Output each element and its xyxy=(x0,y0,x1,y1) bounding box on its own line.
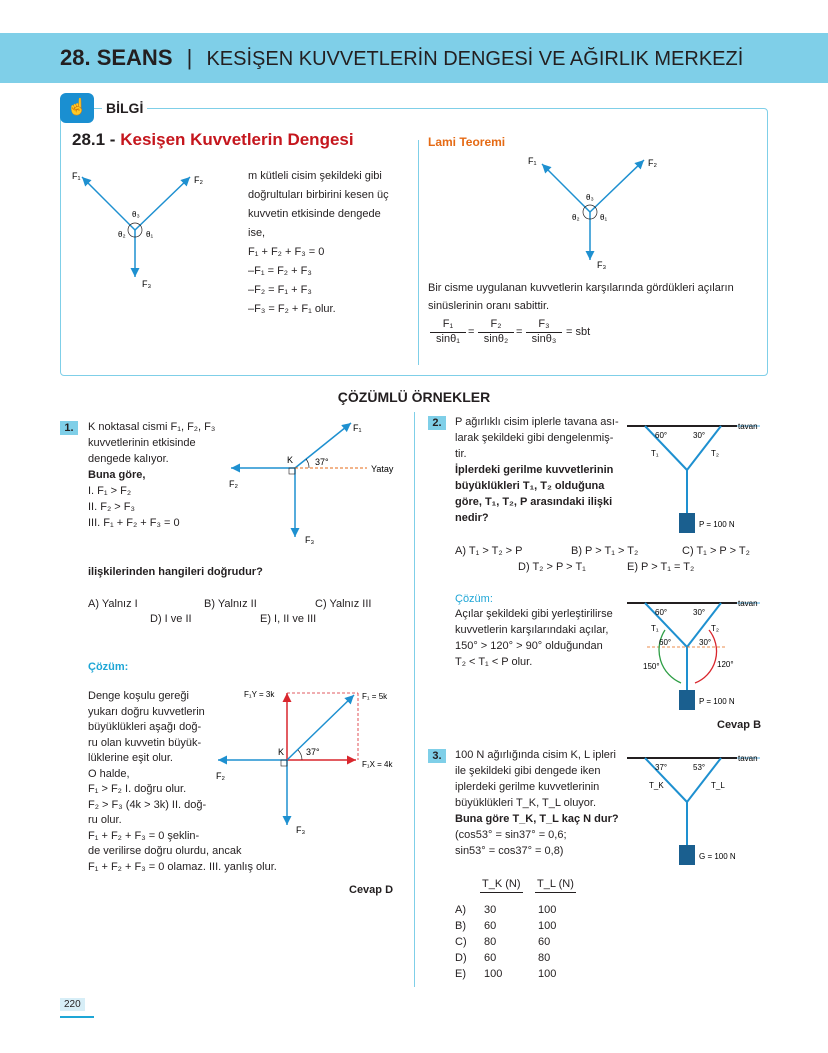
frac-num-2: F₂ xyxy=(490,318,502,330)
q2s-p: P = 100 N xyxy=(699,697,735,706)
q1-f1y: F₁Y = 3k xyxy=(244,690,275,699)
q3-text xyxy=(455,747,625,859)
q1-opt-d[interactable]: D) I ve II xyxy=(150,613,192,625)
row-tl: 100 xyxy=(538,920,557,932)
section-title xyxy=(72,130,354,150)
q1-item: II. F₂ > F₃ xyxy=(88,501,135,513)
row-tk: 80 xyxy=(484,936,497,948)
intro-line: kuvvetin etkisinde dengede xyxy=(248,208,381,220)
q2s-a4: 30° xyxy=(699,638,712,647)
page-number-line xyxy=(60,1016,94,1018)
lami-text-line: sinüslerinin oranı sabittir. xyxy=(428,300,550,312)
q2-solution-diagram xyxy=(625,595,770,717)
q2-t1: T₁ xyxy=(651,449,659,458)
intro-text xyxy=(248,167,408,319)
q1-solution-diagram xyxy=(212,685,402,835)
q3-col-tl: T_L (N) xyxy=(535,876,576,893)
q1-angle: 37° xyxy=(315,457,329,467)
eq-sign: = xyxy=(516,326,523,338)
row-tl: 60 xyxy=(538,936,551,948)
q1-line: dengede kalıyor. xyxy=(88,453,169,465)
q1-question: ilişkilerinden hangileri doğrudur? xyxy=(88,566,263,578)
q2-a2: 30° xyxy=(693,431,706,440)
q2s-b2: 120° xyxy=(717,660,734,669)
q3-hint: sin53° = cos37° = 0,8) xyxy=(455,845,564,857)
row-tl: 100 xyxy=(538,968,557,980)
eq-sign: = xyxy=(468,326,475,338)
q2-bold-line: nedir? xyxy=(455,512,489,524)
q1-f1x: F₁X = 4k xyxy=(362,760,393,769)
q2s-a2: 30° xyxy=(693,608,706,617)
q2-number: 2. xyxy=(428,416,446,430)
label-f3: F₃ xyxy=(142,279,152,289)
q2-bold-line: büyüklükleri T₁, T₂ olduğuna xyxy=(455,480,605,492)
q1-line: K noktasal cismi F₁, F₂, F₃ xyxy=(88,421,216,433)
q1-sol-line: F₂ > F₃ (4k > 3k) II. doğ- xyxy=(88,798,207,811)
label-theta2: θ₂ xyxy=(118,230,126,239)
q1-sol-f3: F₃ xyxy=(296,825,306,835)
q1-sol-line: F₁ + F₂ + F₃ = 0 olamaz. III. yanlış olur. xyxy=(88,860,277,873)
row-tl: 80 xyxy=(538,952,551,964)
q3-col-tk: T_K (N) xyxy=(480,876,523,893)
q2-answer: Cevap B xyxy=(717,719,762,731)
q1-diagram xyxy=(225,415,405,550)
q1-line: kuvvetlerinin etkisinde xyxy=(88,437,196,449)
q2-opt-b[interactable]: B) P > T₁ > T₂ xyxy=(571,545,639,557)
table-row[interactable] xyxy=(455,902,595,918)
q1-opt-e[interactable]: E) I, II ve III xyxy=(260,613,317,625)
row-tk: 30 xyxy=(484,904,497,916)
lami-theta1: θ₁ xyxy=(600,213,608,222)
info-divider xyxy=(418,140,419,365)
q2-sol-line: T₂ < T₁ < P olur. xyxy=(455,656,533,668)
q3-bold-line: Buna göre T_K, T_L kaç N dur? xyxy=(455,813,619,825)
q2-line: larak şekildeki gibi dengelenmiş- xyxy=(455,432,614,444)
q2-p: P = 100 N xyxy=(699,520,735,529)
q2s-a1: 60° xyxy=(655,608,668,617)
lami-theta2: θ₂ xyxy=(572,213,580,222)
lami-text-line: Bir cisme uygulanan kuvvetlerin karşılarında gördükleri açıların xyxy=(428,282,734,294)
section-name: Kesişen Kuvvetlerin Dengesi xyxy=(120,130,354,149)
q1-sol-k: K xyxy=(278,747,285,757)
q1-sol-line: lüklerine eşit olur. xyxy=(88,752,173,764)
q2-opt-a[interactable]: A) T₁ > T₂ > P xyxy=(455,545,523,557)
q2-solution xyxy=(455,606,625,670)
q2-tavan: tavan xyxy=(738,422,758,431)
q1-opt-a[interactable]: A) Yalnız I xyxy=(88,598,138,610)
q1-sol-line: O halde, xyxy=(88,767,130,780)
q2s-t1: T₁ xyxy=(651,624,659,633)
q1-sol-line: Denge koşulu gereği xyxy=(88,690,189,702)
q1-cozum-label: Çözüm: xyxy=(88,661,129,673)
row-tk: 100 xyxy=(484,968,503,980)
q2s-a3: 60° xyxy=(659,638,672,647)
lami-f1: F₁ xyxy=(528,156,537,166)
intro-line: m kütleli cisim şekildeki gibi xyxy=(248,170,382,182)
q1-sol-line: F₁ > F₂ I. doğru olur. xyxy=(88,783,187,795)
lami-formula xyxy=(430,318,630,354)
q1-f2: F₂ xyxy=(229,479,238,489)
q1-buna: Buna göre, xyxy=(88,469,146,481)
q3-diagram xyxy=(625,750,770,872)
session-label: 28. SEANS xyxy=(60,45,173,70)
label-theta3: θ₃ xyxy=(132,210,140,219)
label-f2: F₂ xyxy=(194,175,203,185)
q3-hint: (cos53° = sin37° = 0,6; xyxy=(455,829,567,841)
q2-a1: 60° xyxy=(655,431,668,440)
q3-tk: T_K xyxy=(649,781,664,790)
q3-line: 100 N ağırlığında cisim K, L ipleri xyxy=(455,749,616,761)
bilgi-label: BİLGİ xyxy=(102,100,147,116)
q1-k: K xyxy=(287,455,294,465)
q1-opt-c[interactable]: C) Yalnız III xyxy=(315,598,372,610)
q1-item: III. F₁ + F₂ + F₃ = 0 xyxy=(88,517,180,529)
frac-num-3: F₃ xyxy=(538,318,550,330)
q2-t2: T₂ xyxy=(711,449,719,458)
frac-den-1: sinθ₁ xyxy=(430,332,466,345)
q2-text xyxy=(455,414,620,526)
topic-title: KESİŞEN KUVVETLERİN DENGESİ VE AĞIRLIK MERKEZİ xyxy=(206,48,744,70)
label-f1: F₁ xyxy=(72,171,81,181)
q2-diagram xyxy=(625,418,770,540)
q1-sol-line: ru olan kuvvetin büyük- xyxy=(88,736,202,749)
q2s-tavan: tavan xyxy=(738,599,758,608)
q2-opt-c[interactable]: C) T₁ > P > T₂ xyxy=(682,545,750,557)
q1-sol-angle: 37° xyxy=(306,747,320,757)
intro-line: doğrultuları birbirini kesen üç xyxy=(248,189,389,201)
intro-line: ise, xyxy=(248,227,266,239)
q3-table xyxy=(455,876,595,982)
lami-title: Lami Teoremi xyxy=(428,135,506,149)
page-number: 220 xyxy=(60,998,85,1011)
lami-theta3: θ₃ xyxy=(586,193,594,202)
row-tk: 60 xyxy=(484,920,497,932)
table-row[interactable] xyxy=(455,950,595,966)
lami-f3: F₃ xyxy=(597,260,607,270)
q2-bold-line: göre, T₁, T₂, P arasındaki ilişki xyxy=(455,496,613,508)
q3-number: 3. xyxy=(428,749,446,763)
lami-diagram xyxy=(520,150,660,275)
row-option: D) xyxy=(455,952,467,964)
sbt: = sbt xyxy=(566,326,591,338)
q2-opt-d[interactable]: D) T₂ > P > T₁ xyxy=(518,561,586,573)
q3-a1: 37° xyxy=(655,763,668,772)
q1-f3: F₃ xyxy=(305,535,315,545)
q2-line: P ağırlıklı cisim iplerle tavana ası- xyxy=(455,416,619,428)
q2-opt-e[interactable]: E) P > T₁ = T₂ xyxy=(627,561,695,573)
examples-title: ÇÖZÜMLÜ ÖRNEKLER xyxy=(337,389,491,405)
q2-sol-line: kuvvetlerin karşılarındaki açılar, xyxy=(455,624,609,636)
q2-sol-line: Açılar şekildeki gibi yerleştirilirse xyxy=(455,608,613,620)
q1-sol-line: ru olur. xyxy=(88,814,122,826)
q3-line: büyüklükleri T_K, T_L oluyor. xyxy=(455,797,597,809)
table-row[interactable] xyxy=(455,918,595,934)
q3-a2: 53° xyxy=(693,763,706,772)
equation-3: –F₂ = F₁ + F₃ xyxy=(248,284,312,296)
q1-item: I. F₁ > F₂ xyxy=(88,485,132,497)
row-option: C) xyxy=(455,936,467,948)
q2-line: tir. xyxy=(455,448,467,460)
q1-sol-line: yukarı doğru kuvvetlerin xyxy=(88,705,205,718)
column-divider xyxy=(414,412,415,987)
equation-4: –F₃ = F₂ + F₁ olur. xyxy=(248,303,336,315)
q3-tavan: tavan xyxy=(738,754,758,763)
q3-g: G = 100 N xyxy=(699,852,736,861)
row-option: A) xyxy=(455,904,466,916)
frac-den-3: sinθ₃ xyxy=(526,332,562,345)
q1-answer: Cevap D xyxy=(349,884,394,896)
q3-tl: T_L xyxy=(711,781,725,790)
lami-f2: F₂ xyxy=(648,158,657,168)
q1-f1-5k: F₁ = 5k xyxy=(362,692,388,701)
q1-yatay: Yatay xyxy=(371,464,394,474)
table-row[interactable] xyxy=(455,966,595,982)
concurrent-forces-diagram xyxy=(70,165,210,295)
q2-sol-line: 150° > 120° > 90° olduğundan xyxy=(455,640,603,652)
q1-sol-line: de verilirse doğru olurdu, ancak xyxy=(88,845,242,857)
q1-opt-b[interactable]: B) Yalnız II xyxy=(204,598,257,610)
frac-num-1: F₁ xyxy=(442,318,454,330)
q2-cozum-label: Çözüm: xyxy=(455,593,493,605)
q3-line: iplerdeki gerilme kuvvetlerinin xyxy=(455,781,600,793)
section-number: 28.1 - xyxy=(72,130,116,149)
page-title xyxy=(60,45,743,71)
row-tl: 100 xyxy=(538,904,557,916)
row-option: B) xyxy=(455,920,466,932)
q1-sol-f2: F₂ xyxy=(216,771,225,781)
equation-2: –F₁ = F₂ + F₃ xyxy=(248,265,312,277)
label-theta1: θ₁ xyxy=(146,230,154,239)
q1-sol-line: F₁ + F₂ + F₃ = 0 şeklin- xyxy=(88,829,200,842)
bilgi-icon: ☝ xyxy=(60,93,94,123)
title-separator: | xyxy=(186,45,193,70)
q2s-t2: T₂ xyxy=(711,624,719,633)
lami-text xyxy=(428,279,758,315)
q3-table-header xyxy=(455,876,595,894)
equation-1: F₁ + F₂ + F₃ = 0 xyxy=(248,246,325,258)
row-tk: 60 xyxy=(484,952,497,964)
q1-number: 1. xyxy=(60,421,78,435)
q2-bold-line: İplerdeki gerilme kuvvetlerinin xyxy=(455,464,614,476)
q1-sol-line: büyüklükleri aşağı doğ- xyxy=(88,721,202,733)
table-row[interactable] xyxy=(455,934,595,950)
q3-line: ile şekildeki gibi dengede iken xyxy=(455,765,601,777)
row-option: E) xyxy=(455,968,466,980)
q1-text xyxy=(88,419,228,531)
q1-f1: F₁ xyxy=(353,423,362,433)
frac-den-2: sinθ₂ xyxy=(478,332,514,345)
q2s-b1: 150° xyxy=(643,662,660,671)
